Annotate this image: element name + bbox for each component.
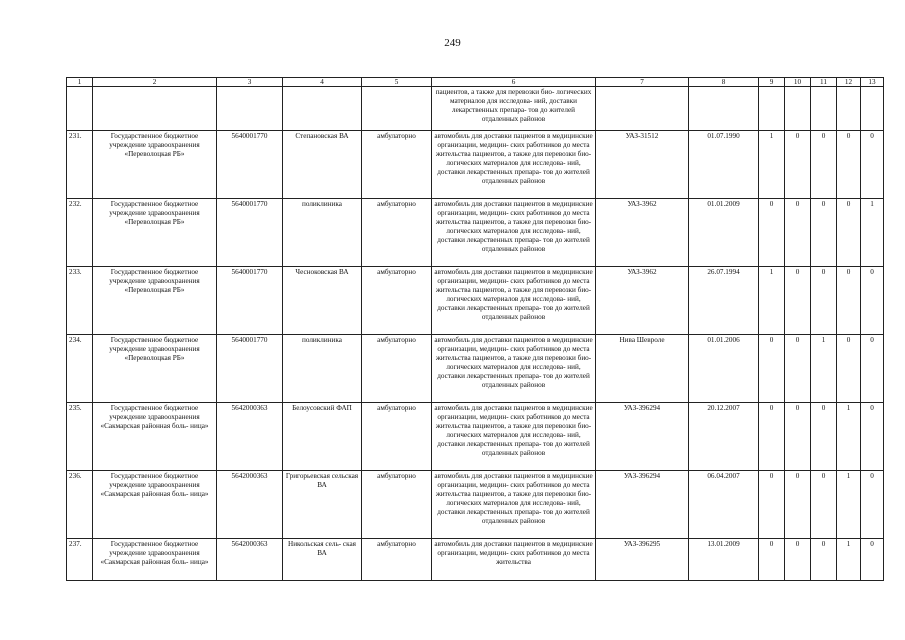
count-cell: 0 [785, 199, 811, 267]
count-cell: 0 [759, 403, 785, 471]
count-cell: 0 [811, 199, 837, 267]
unit-cell: Степановская ВА [283, 131, 362, 199]
care-mode-cell: амбулаторно [362, 471, 432, 539]
purpose-cell: автомобиль для доставки пациентов в медицинские организации, медицин- ских работников до места жительства пациентов, а также для перевозки био- логических материалов для исследова- ний, доставки лекарственных препара- тов до жителей отдаленных районов [432, 267, 596, 335]
column-number: 6 [432, 78, 596, 87]
empty-cell [759, 87, 785, 131]
count-cell: 0 [759, 539, 785, 581]
vehicle-model-cell: Нива Шевроле [596, 335, 689, 403]
column-number: 11 [811, 78, 837, 87]
count-cell: 0 [811, 131, 837, 199]
organization-cell: Государственное бюджетное учреждение здравоохранения «Переволоцкая РБ» [93, 131, 217, 199]
row-number-cell: 236. [67, 471, 93, 539]
unit-cell: Григорьевская сельская ВА [283, 471, 362, 539]
code-cell: 5642000363 [217, 471, 283, 539]
empty-cell [689, 87, 759, 131]
column-number: 10 [785, 78, 811, 87]
date-cell: 06.04.2007 [689, 471, 759, 539]
code-cell: 5642000363 [217, 403, 283, 471]
purpose-cell: автомобиль для доставки пациентов в медицинские организации, медицин- ских работников до места жительства пациентов, а также для перевозки био- логических материалов для исследова- ний, доставки лекарственных препара- тов до жителей отдаленных районов [432, 403, 596, 471]
vehicle-model-cell: УАЗ-31512 [596, 131, 689, 199]
empty-cell [217, 87, 283, 131]
column-number: 8 [689, 78, 759, 87]
empty-cell [861, 87, 884, 131]
continuation-row [67, 87, 884, 131]
table-row [67, 471, 884, 539]
count-cell: 1 [759, 267, 785, 335]
count-cell: 0 [785, 267, 811, 335]
row-number-cell: 232. [67, 199, 93, 267]
count-cell: 0 [785, 335, 811, 403]
page-number: 249 [444, 37, 461, 49]
code-cell: 5640001770 [217, 267, 283, 335]
purpose-cell: автомобиль для доставки пациентов в медицинские организации, медицин- ских работников до места жительства пациентов, а также для перевозки био- логических материалов для исследова- ний, доставки лекарственных препара- тов до жителей отдаленных районов [432, 199, 596, 267]
count-cell: 0 [837, 267, 861, 335]
column-number: 12 [837, 78, 861, 87]
care-mode-cell: амбулаторно [362, 403, 432, 471]
row-number-cell: 237. [67, 539, 93, 581]
count-cell: 1 [837, 539, 861, 581]
count-cell: 0 [811, 539, 837, 581]
column-number: 7 [596, 78, 689, 87]
purpose-cell: автомобиль для доставки пациентов в медицинские организации, медицин- ских работников до места жительства пациентов, а также для перевозки био- логических материалов для исследова- ний, доставки лекарственных препара- тов до жителей отдаленных районов [432, 335, 596, 403]
row-number-cell: 234. [67, 335, 93, 403]
count-cell: 0 [837, 199, 861, 267]
table-row [67, 131, 884, 199]
date-cell: 20.12.2007 [689, 403, 759, 471]
empty-cell [785, 87, 811, 131]
organization-cell: Государственное бюджетное учреждение здравоохранения «Переволоцкая РБ» [93, 267, 217, 335]
column-number: 3 [217, 78, 283, 87]
column-number: 13 [861, 78, 884, 87]
count-cell: 0 [759, 199, 785, 267]
count-cell: 1 [759, 131, 785, 199]
empty-cell [811, 87, 837, 131]
organization-cell: Государственное бюджетное учреждение здравоохранения «Переволоцкая РБ» [93, 199, 217, 267]
empty-cell [596, 87, 689, 131]
column-number: 9 [759, 78, 785, 87]
empty-cell [837, 87, 861, 131]
organization-cell: Государственное бюджетное учреждение здравоохранения «Переволоцкая РБ» [93, 335, 217, 403]
count-cell: 0 [861, 539, 884, 581]
column-number: 2 [93, 78, 217, 87]
vehicle-table [66, 77, 884, 581]
care-mode-cell: амбулаторно [362, 267, 432, 335]
unit-cell: Белоусовский ФАП [283, 403, 362, 471]
row-number-cell: 233. [67, 267, 93, 335]
count-cell: 1 [837, 403, 861, 471]
vehicle-model-cell: УАЗ-3962 [596, 267, 689, 335]
column-number: 5 [362, 78, 432, 87]
purpose-cell: пациентов, а также для перевозки био- логических материалов для исследова- ний, доставки лекарственных препара- тов до жителей отдаленных районов [432, 87, 596, 131]
count-cell: 0 [785, 131, 811, 199]
unit-cell: поликлиника [283, 335, 362, 403]
row-number-cell: 235. [67, 403, 93, 471]
count-cell: 0 [861, 403, 884, 471]
count-cell: 0 [785, 539, 811, 581]
unit-cell: Никольская сель- ская ВА [283, 539, 362, 581]
empty-cell [67, 87, 93, 131]
count-cell: 0 [785, 403, 811, 471]
count-cell: 0 [837, 131, 861, 199]
care-mode-cell: амбулаторно [362, 199, 432, 267]
vehicle-model-cell: УАЗ-3962 [596, 199, 689, 267]
count-cell: 0 [785, 471, 811, 539]
count-cell: 0 [811, 267, 837, 335]
count-cell: 0 [861, 471, 884, 539]
count-cell: 0 [861, 335, 884, 403]
count-cell: 0 [861, 131, 884, 199]
count-cell: 0 [811, 471, 837, 539]
count-cell: 0 [759, 335, 785, 403]
column-number: 1 [67, 78, 93, 87]
empty-cell [362, 87, 432, 131]
table-row [67, 267, 884, 335]
purpose-cell: автомобиль для доставки пациентов в медицинские организации, медицин- ских работников до места жительства пациентов, а также для перевозки био- логических материалов для исследова- ний, доставки лекарственных препара- тов до жителей отдаленных районов [432, 471, 596, 539]
care-mode-cell: амбулаторно [362, 539, 432, 581]
date-cell: 26.07.1994 [689, 267, 759, 335]
count-cell: 0 [811, 403, 837, 471]
table-row [67, 403, 884, 471]
column-number-row [67, 78, 884, 87]
count-cell: 0 [861, 267, 884, 335]
date-cell: 13.01.2009 [689, 539, 759, 581]
date-cell: 01.07.1990 [689, 131, 759, 199]
code-cell: 5642000363 [217, 539, 283, 581]
care-mode-cell: амбулаторно [362, 335, 432, 403]
table-row [67, 199, 884, 267]
code-cell: 5640001770 [217, 199, 283, 267]
count-cell: 0 [837, 335, 861, 403]
unit-cell: Чесноковская ВА [283, 267, 362, 335]
vehicle-model-cell: УАЗ-396295 [596, 539, 689, 581]
count-cell: 1 [861, 199, 884, 267]
vehicle-model-cell: УАЗ-396294 [596, 403, 689, 471]
organization-cell: Государственное бюджетное учреждение здравоохранения «Сакмарская районная боль- ница» [93, 403, 217, 471]
vehicle-model-cell: УАЗ-396294 [596, 471, 689, 539]
code-cell: 5640001770 [217, 335, 283, 403]
organization-cell: Государственное бюджетное учреждение здравоохранения «Сакмарская районная боль- ница» [93, 539, 217, 581]
table-row [67, 539, 884, 581]
empty-cell [93, 87, 217, 131]
purpose-cell: автомобиль для доставки пациентов в медицинские организации, медицин- ских работников до места жительства [432, 539, 596, 581]
count-cell: 1 [811, 335, 837, 403]
unit-cell: поликлиника [283, 199, 362, 267]
row-number-cell: 231. [67, 131, 93, 199]
count-cell: 1 [837, 471, 861, 539]
organization-cell: Государственное бюджетное учреждение здравоохранения «Сакмарская районная боль- ница» [93, 471, 217, 539]
column-number: 4 [283, 78, 362, 87]
empty-cell [283, 87, 362, 131]
table-row [67, 335, 884, 403]
purpose-cell: автомобиль для доставки пациентов в медицинские организации, медицин- ских работников до места жительства пациентов, а также для перевозки био- логических материалов для исследова- ний, доставки лекарственных препара- тов до жителей отдаленных районов [432, 131, 596, 199]
code-cell: 5640001770 [217, 131, 283, 199]
care-mode-cell: амбулаторно [362, 131, 432, 199]
date-cell: 01.01.2006 [689, 335, 759, 403]
date-cell: 01.01.2009 [689, 199, 759, 267]
count-cell: 0 [759, 471, 785, 539]
